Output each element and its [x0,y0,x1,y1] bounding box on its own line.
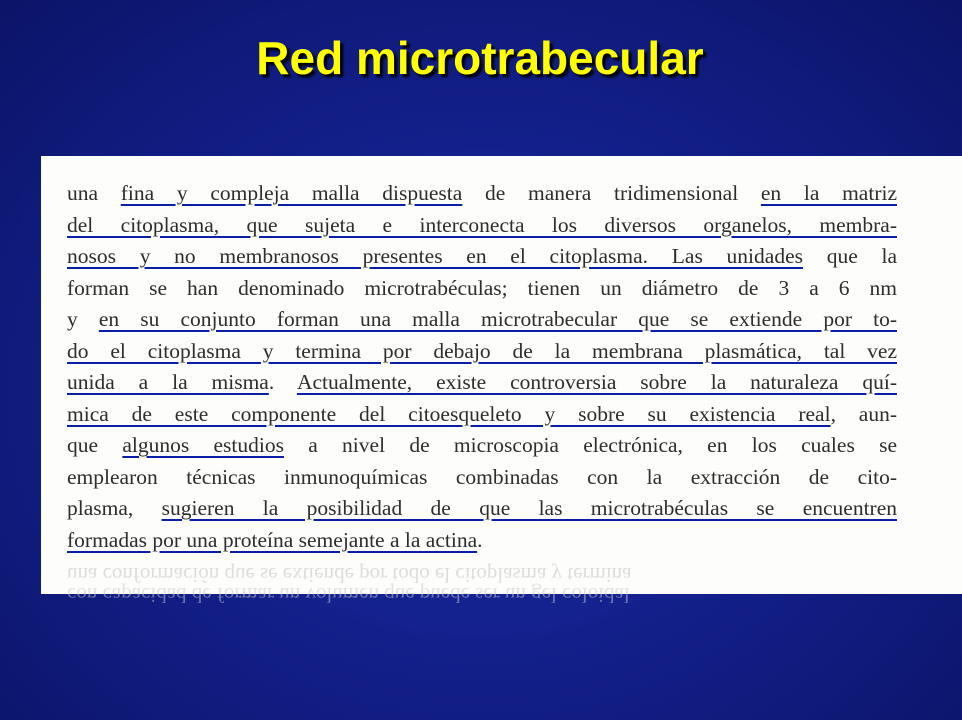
text-segment: que la [802,244,897,268]
text-line [67,367,897,399]
bleed-through-text: una conformación que se extiende por todo el citoplasma y termina [67,563,632,587]
underlined-phrase: mica de este componente del citoesqueleto y sobre su existencia real [67,401,831,426]
underlined-phrase: nosos y no membranosos presentes en el citoplasma. Las unidades [67,244,803,268]
text-segment: una [67,181,121,205]
underlined-phrase: del citoplasma, que sujeta e interconecta los diversos organelos, membra- [67,212,897,237]
text-segment: a nivel de microscopia electrónica, en los cuales se [283,433,898,457]
text-line [67,430,897,462]
underlined-phrase: unida a la misma [67,370,269,394]
text-segment: que [67,433,123,457]
text-passage [67,178,897,556]
underlined-phrase: sugieren la posibilidad de que las microtrabéculas se encuentren [161,496,897,520]
text-segment: emplearon técnicas inmunoquímicas combinadas con la extracción de cito- [67,464,897,489]
text-segment: . [268,370,297,394]
scanned-text-image [41,156,962,607]
underlined-phrase: en la matriz [760,181,897,205]
text-line [67,525,897,557]
underlined-phrase: en su conjunto forman una malla microtrabecular que se extiende por to- [98,307,897,331]
text-segment: forman se han denominado microtrabéculas; tienen un diámetro de 3 a 6 nm [67,275,897,300]
text-segment: y [67,307,99,331]
text-segment: . [477,527,483,552]
underlined-phrase: algunos estudios [122,433,284,457]
text-line [67,210,897,242]
text-line [67,304,897,336]
slide-title: Red microtrabecular [256,32,704,84]
underlined-phrase: do el citoplasma y termina por debajo de la membrana plasmática, tal vez [67,338,897,363]
underlined-phrase: fina y compleja malla dispuesta [120,181,463,205]
text-segment: , aun- [830,401,898,426]
text-line [67,336,897,368]
text-line [67,493,897,525]
bleed-through-text: con capacidad de formar un volumen que puede ser un gel coloidal [67,583,630,607]
text-line [67,241,897,273]
text-line [67,178,897,210]
underlined-phrase: Actualmente, existe controversia sobre la naturaleza quí- [296,370,897,394]
text-line [67,462,897,494]
text-segment: plasma, [67,496,162,520]
text-segment: de manera tridimensional [462,181,761,205]
text-line [67,273,897,305]
text-line [67,399,897,431]
underlined-phrase: formadas por una proteína semejante a la actina [67,527,478,552]
